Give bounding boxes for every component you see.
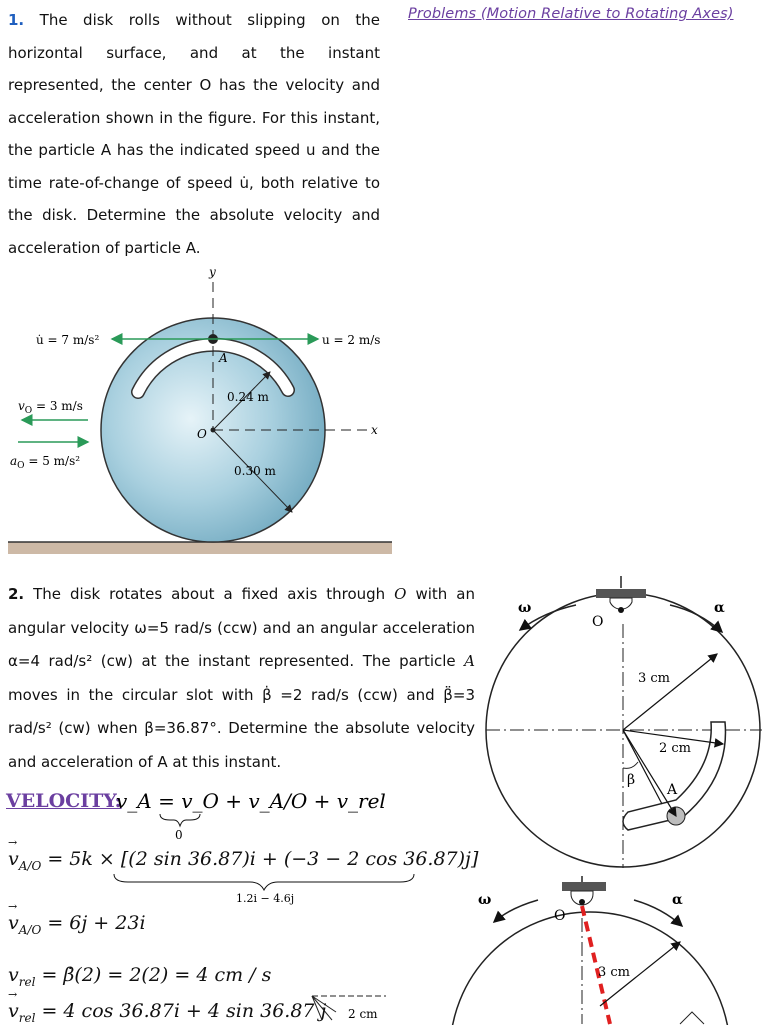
problem-2-statement-part2: with an angular velocity ω=5 rad/s (ccw) and an angular acceleration α=4 rad/s² (cw) at the instant represented. The particle [8,585,475,670]
problem-1-number: 1. [8,11,25,29]
eq-vao-1-lhs: → v [8,848,19,870]
radius-3cm-label-3: 3 cm [598,965,631,980]
eq-vrel-2: → $v_{rel} = 4$ cos 36.87i + 4 sin 36.87 j [8,1000,326,1025]
eq-vao-2-rhs: = 6j + 23i [47,912,146,934]
eq-vrel-1-rhs: = β̇(2) = 2(2) = 4 cm / s [41,964,272,986]
pivot-o-3-label: O [554,908,566,924]
underbrace-line [114,874,414,890]
eq-vao-1: → $v_{A/O} = 5k \times [(2$ sin 36.87)i + (−3 − 2 cos 36.87)j] [8,848,478,873]
problem-2-text [8,578,475,779]
velocity-heading: VELOCITY: [6,790,122,812]
eq-vao-1-rhs: = 5k × [(2 sin 36.87)i + (−3 − 2 cos 36.87)j] [47,848,479,870]
problem-2-a: A [464,652,475,670]
sketch-line-3 [312,996,332,1020]
velocity-equation [100,782,386,842]
sketch-2cm-label: 2 cm [348,1007,378,1021]
underbrace-vo-value: 0 [175,828,183,842]
problem-2-figure-copy [430,876,768,1024]
pivot-support-3 [562,882,606,891]
pivot-support [596,589,646,598]
pivot-o-3 [579,899,585,905]
omega-arrow-3 [494,900,538,922]
beta-label: β [627,772,636,788]
inner-radius-label: 0.24 m [227,390,269,404]
ao-label: $a_O = 5$ m/s² [10,454,81,471]
particle-a-2-label: A [667,782,678,798]
problem-2-figure [480,572,768,874]
problem-2-statement-part1: The disk rotates about a fixed axis through [33,585,395,603]
underbrace-vo [160,814,200,826]
problem-2-statement-part3: moves in the circular slot with β̇ =2 rad/s (ccw) and β̈=3 rad/s² (cw) when β=36.87°. Determine the absolute velocity and acceleration of A at this instant. [8,685,475,771]
eq-vrel-2-rhs: = 4 cos 36.87i + 4 sin 36.87 j [41,1000,327,1022]
small-2cm-sketch [296,982,406,1024]
underbrace-value: 1.2i − 4.6j [236,892,295,905]
problem-1-text [8,4,380,264]
udot-label: u̇ = 7 m/s² [36,333,100,347]
ground [8,542,392,554]
pivot-o-label: O [592,614,604,630]
x-axis-label: x [371,423,378,437]
problem-1-statement: The disk rolls without slipping on the horizontal surface, and at the instant represented, the center O has the velocity and acceleration shown in the figure. For this instant, the particle A has the indicated speed u and the time rate-of-change of speed u̇, both relative to the disk. Determine the absolute velocity and acceleration of particle A. [8,11,380,257]
eq-vao-1-underbrace [110,872,430,906]
pivot-o [618,607,624,613]
outer-radius-label: 0.30 m [234,464,276,478]
page-header-title: Problems (Motion Relative to Rotating Axes) [408,6,734,22]
disk-3 [450,912,730,1025]
alpha-label: α [714,600,725,616]
eq-vrel-1: $v_{rel}$ = β̇(2) = 2(2) = 4 cm / s [8,964,272,989]
radius-3cm-label: 3 cm [638,671,671,686]
vo-label: $v_O = 3$ m/s [18,399,83,416]
omega-label: ω [518,600,532,616]
eq-vao-2: → $v_{A/O} = 6j + 23i$ [8,912,146,937]
problem-2-o: O [394,585,407,603]
problem-1-figure [0,262,400,562]
alpha-label-3: α [672,892,683,908]
point-a-label: A [219,351,228,365]
problem-2-number: 2. [8,585,25,603]
center-o-label: O [197,427,207,441]
y-axis-label: y [209,265,216,279]
omega-label-3: ω [478,892,492,908]
radius-2cm-label: 2 cm [659,741,692,756]
velocity-equation-text: v_A = v_O + v_A/O + v_rel [116,789,386,813]
u-label: u = 2 m/s [322,333,381,347]
